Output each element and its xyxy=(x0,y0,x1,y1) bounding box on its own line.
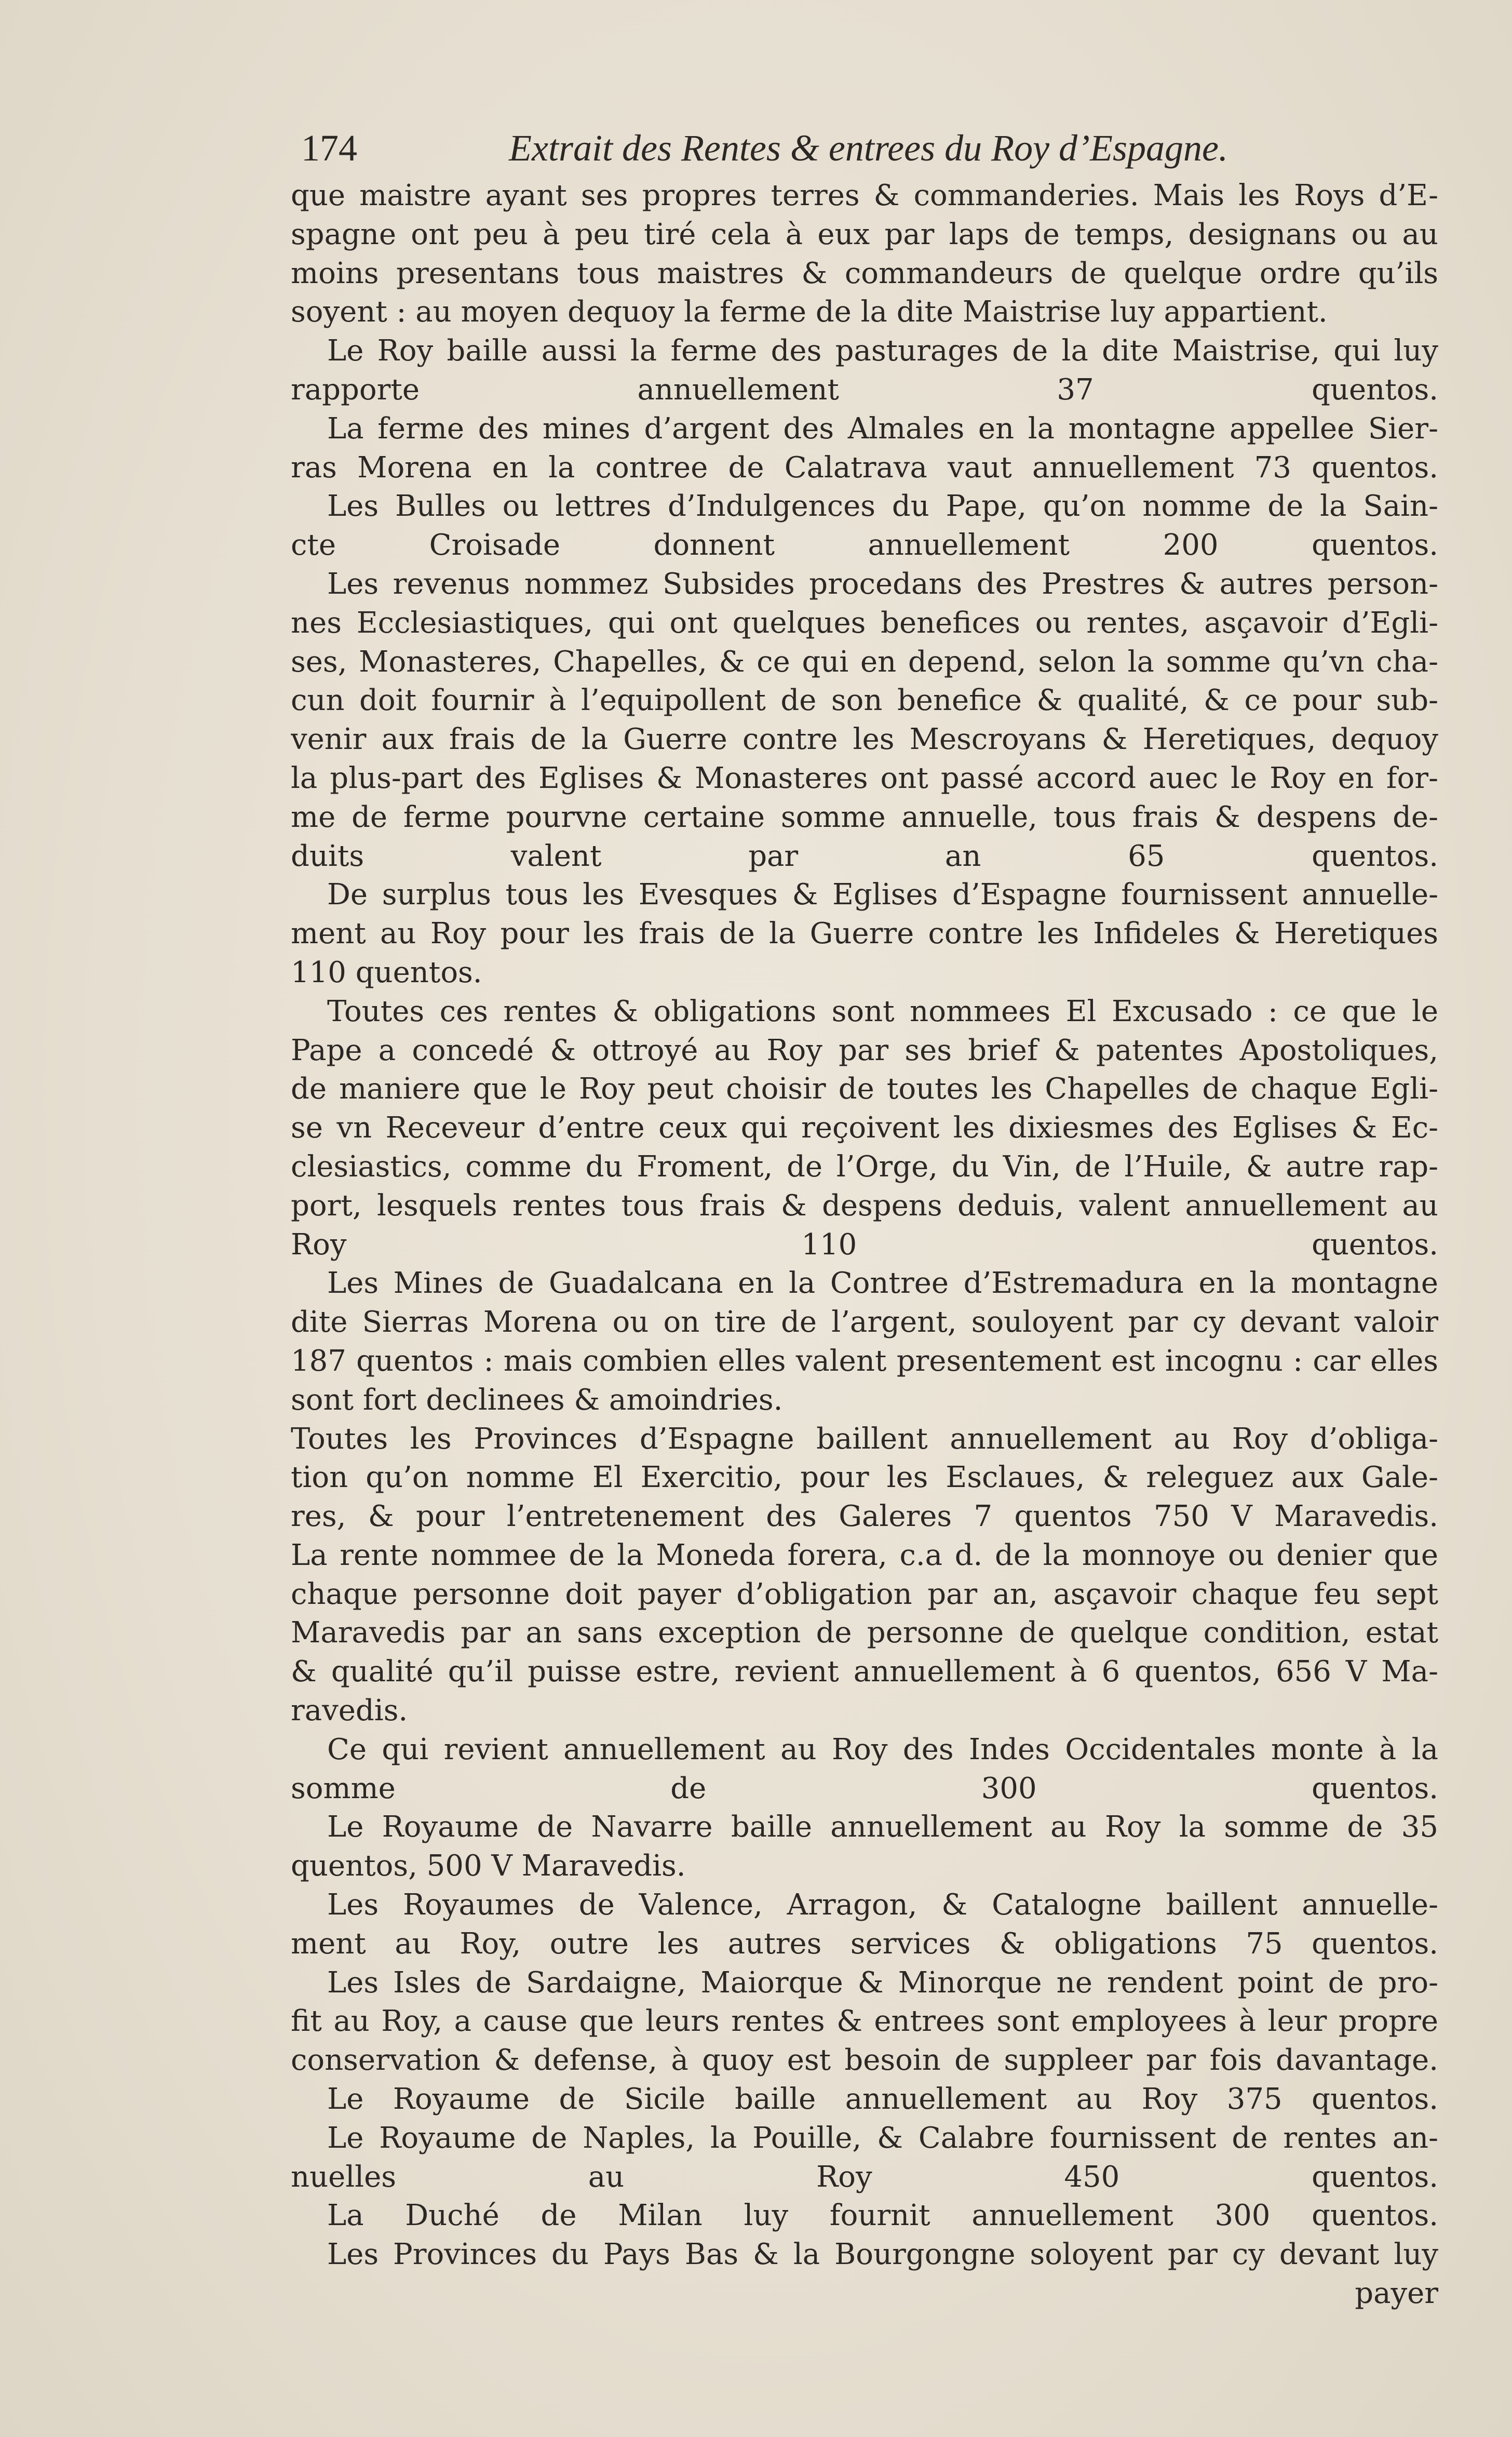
text-line: Les Mines de Guadalcana en la Contree d’Estremadura en la montagne xyxy=(327,1266,1438,1301)
text-line: Les revenus nommez Subsides procedans des Prestres & autres person- xyxy=(327,567,1438,601)
body-text xyxy=(291,177,1438,2274)
text-line: de maniere que le Roy peut choisir de toutes les Chapelles de chaque Egli- xyxy=(291,1072,1438,1106)
text-line: Les Royaumes de Valence, Arragon, & Catalogne baillent annuelle- xyxy=(327,1888,1438,1922)
text-line: Le Royaume de Navarre baille annuellement au Roy la somme de 35 xyxy=(327,1810,1438,1844)
text-line: Les Provinces du Pays Bas & la Bourgongne soloyent par cy devant luy xyxy=(327,2238,1438,2272)
text-line: tion qu’on nomme El Exercitio, pour les Esclaues, & releguez aux Gale- xyxy=(291,1461,1438,1495)
text-line: ses, Monasteres, Chapelles, & ce qui en depend, selon la somme qu’vn cha- xyxy=(291,645,1438,679)
text-line: spagne ont peu à peu tiré cela à eux par laps de temps, designans ou au xyxy=(291,217,1438,251)
text-line: moins presentans tous maistres & commandeurs de quelque ordre qu’ils xyxy=(291,256,1438,290)
text-line: nuelles au Roy 450 quentos. xyxy=(291,2160,1438,2194)
text-line: ment au Roy, outre les autres services & obligations 75 quentos. xyxy=(291,1926,1438,1961)
text-line: 110 quentos. xyxy=(291,955,482,989)
text-line: la plus-part des Eglises & Monasteres ont passé accord auec le Roy en for- xyxy=(291,761,1438,795)
text-line: Les Bulles ou lettres d’Indulgences du Pape, qu’on nomme de la Sain- xyxy=(327,489,1438,524)
text-line: Le Royaume de Sicile baille annuellement au Roy 375 quentos. xyxy=(327,2082,1438,2117)
text-line: & qualité qu’il puisse estre, revient annuellement à 6 quentos, 656 V Ma- xyxy=(291,1655,1438,1689)
text-line: fit au Roy, a cause que leurs rentes & entrees sont employees à leur propre xyxy=(291,2004,1438,2039)
text-line: Ce qui revient annuellement au Roy des Indes Occidentales monte à la xyxy=(327,1732,1438,1766)
text-line: La rente nommee de la Moneda forera, c.a d. de la monnoye ou denier que xyxy=(291,1538,1438,1572)
running-title: Extrait des Rentes & entrees du Roy d’Espagne. xyxy=(509,127,1228,169)
text-line: venir aux frais de la Guerre contre les Mescroyans & Heretiques, dequoy xyxy=(291,722,1438,757)
text-line: Pape a concedé & ottroyé au Roy par ses brief & patentes Apostoliques, xyxy=(291,1033,1438,1067)
text-line: clesiastics, comme du Froment, de l’Orge, du Vin, de l’Huile, & autre rap- xyxy=(291,1149,1438,1184)
text-line: ment au Roy pour les frais de la Guerre contre les Infideles & Heretiques xyxy=(291,917,1438,951)
catchword: payer xyxy=(1355,2277,1438,2311)
text-line: Les Isles de Sardaigne, Maiorque & Minorque ne rendent point de pro- xyxy=(327,1965,1438,2000)
text-line: que maistre ayant ses propres terres & commanderies. Mais les Roys d’E- xyxy=(291,179,1438,212)
text-line: conservation & defense, à quoy est besoin de suppleer par fois davantage. xyxy=(291,2043,1438,2078)
text-line: 187 quentos : mais combien elles valent presentement est incognu : car elles xyxy=(291,1344,1438,1378)
text-line: quentos, 500 V Maravedis. xyxy=(291,1849,686,1883)
text-line: me de ferme pourvne certaine somme annuelle, tous frais & despens de- xyxy=(291,800,1438,834)
text-line: De surplus tous les Evesques & Eglises d’Espagne fournissent annuelle- xyxy=(327,878,1438,912)
text-line: Le Roy baille aussi la ferme des pasturages de la dite Maistrise, qui luy xyxy=(327,334,1438,368)
text-line: duits valent par an 65 quentos. xyxy=(291,839,1438,873)
text-block xyxy=(291,119,1438,2313)
text-line: cun doit fournir à l’equipollent de son benefice & qualité, & ce pour sub- xyxy=(291,684,1438,718)
text-line: cte Croisade donnent annuellement 200 quentos. xyxy=(291,528,1438,563)
text-line: chaque personne doit payer d’obligation par an, asçavoir chaque feu sept xyxy=(291,1577,1438,1611)
text-line: nes Ecclesiastiques, qui ont quelques benefices ou rentes, asçavoir d’Egli- xyxy=(291,606,1438,640)
text-line: somme de 300 quentos. xyxy=(291,1771,1438,1805)
text-line: Toutes ces rentes & obligations sont nommees El Excusado : ce que le xyxy=(327,994,1438,1028)
text-line: se vn Receveur d’entre ceux qui reçoivent les dixiesmes des Eglises & Ec- xyxy=(291,1111,1438,1145)
text-line: Toutes les Provinces d’Espagne baillent annuellement au Roy d’obliga- xyxy=(291,1422,1438,1456)
text-line: Le Royaume de Naples, la Pouille, & Calabre fournissent de rentes an- xyxy=(327,2121,1438,2155)
text-line: Roy 110 quentos. xyxy=(291,1227,1438,1262)
text-line: soyent : au moyen dequoy la ferme de la dite Maistrise luy appartient. xyxy=(291,295,1328,329)
text-line: res, & pour l’entretenement des Galeres 7 quentos 750 V Maravedis. xyxy=(291,1499,1438,1534)
text-line: La ferme des mines d’argent des Almales en la montagne appellee Sier- xyxy=(327,411,1438,446)
text-line: port, lesquels rentes tous frais & despens deduis, valent annuellement au xyxy=(291,1188,1438,1223)
text-line: ravedis. xyxy=(291,1694,408,1728)
text-line: ras Morena en la contree de Calatrava vaut annuellement 73 quentos. xyxy=(291,450,1438,485)
page-number: 174 xyxy=(301,127,357,169)
text-line: dite Sierras Morena ou on tire de l’argent, souloyent par cy devant valoir xyxy=(291,1305,1438,1340)
running-head xyxy=(291,119,1438,177)
text-line: sont fort declinees & amoindries. xyxy=(291,1383,783,1417)
text-line: La Duché de Milan luy fournit annuellement 300 quentos. xyxy=(327,2199,1438,2233)
text-line: Maravedis par an sans exception de personne de quelque condition, estat xyxy=(291,1616,1438,1650)
text-line: rapporte annuellement 37 quentos. xyxy=(291,372,1438,407)
